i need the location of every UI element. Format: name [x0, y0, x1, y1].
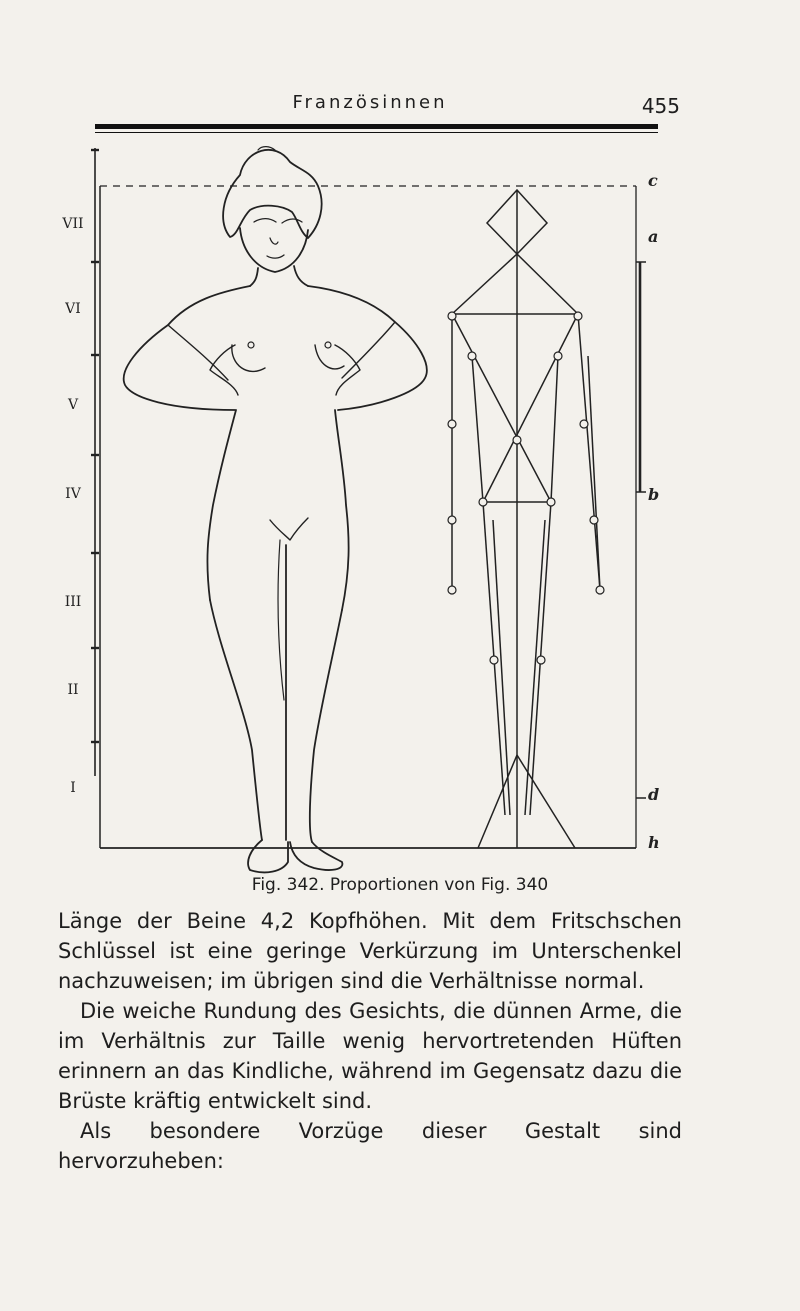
side-label-h: h [648, 833, 660, 852]
head-height-scale [91, 148, 99, 776]
side-label-a: a [648, 227, 659, 246]
side-labels [648, 171, 660, 852]
scale-label-vii: VII [62, 216, 84, 232]
running-title: Französinnen [292, 92, 448, 113]
page-number: 455 [641, 94, 680, 118]
scale-label-iii: III [64, 594, 82, 610]
side-label-b: b [648, 485, 660, 504]
scale-labels [61, 216, 83, 796]
scale-label-v: V [67, 397, 79, 413]
figure-caption: Fig. 342. Proportionen von Fig. 340 [251, 875, 549, 895]
scale-label-iv: IV [65, 486, 81, 502]
scale-label-i: I [70, 780, 76, 796]
figure-outline-drawing [124, 147, 427, 873]
paragraph-1: Länge der Beine 4,2 Kopfhöhen. Mit dem Fritschschen Schlüssel ist eine geringe Verkürzung im Unterschenkel nachzuweisen; im übrigen sind die Verhältnisse normal. [58, 909, 682, 993]
proportion-skeleton [448, 190, 604, 848]
paragraph-2: Die weiche Rundung des Gesichts, die dünnen Arme, die im Verhältnis zur Taille wenig hervortretenden Hüften erinnern an das Kindliche, während im Gegensatz dazu die Brüste kräftig entwickelt sind. [58, 999, 682, 1113]
side-label-d: d [648, 785, 660, 804]
scale-label-vi: VI [65, 301, 81, 317]
side-label-c: c [648, 171, 658, 190]
body-text [58, 906, 682, 1176]
paragraph-3: Als besondere Vorzüge dieser Gestalt sind hervorzuheben: [58, 1119, 682, 1173]
scale-label-ii: II [67, 682, 79, 698]
figure-frame [100, 186, 646, 848]
